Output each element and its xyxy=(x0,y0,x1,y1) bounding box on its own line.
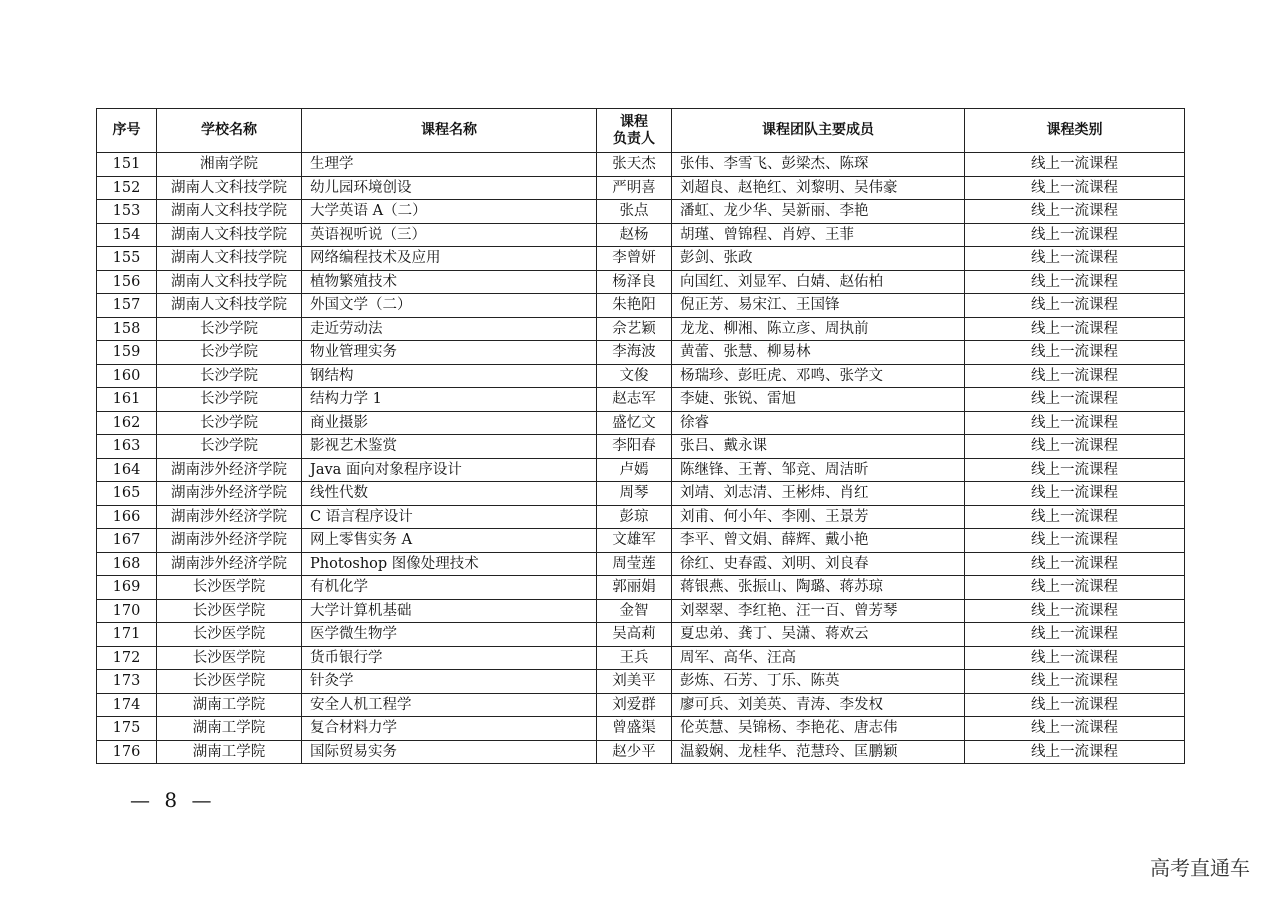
cell-lead: 周琴 xyxy=(597,482,672,506)
header-category: 课程类别 xyxy=(965,109,1185,153)
cell-course: 网络编程技术及应用 xyxy=(302,247,597,271)
cell-category: 线上一流课程 xyxy=(965,693,1185,717)
cell-school: 湖南人文科技学院 xyxy=(157,247,302,271)
cell-category: 线上一流课程 xyxy=(965,317,1185,341)
cell-team: 胡瑾、曾锦程、肖婷、王菲 xyxy=(672,223,965,247)
header-school: 学校名称 xyxy=(157,109,302,153)
cell-course: 货币银行学 xyxy=(302,646,597,670)
cell-school: 湖南人文科技学院 xyxy=(157,270,302,294)
cell-lead: 李海波 xyxy=(597,341,672,365)
cell-school: 长沙学院 xyxy=(157,435,302,459)
cell-team: 廖可兵、刘美英、青涛、李发权 xyxy=(672,693,965,717)
cell-index: 170 xyxy=(97,599,157,623)
table-row xyxy=(97,529,1185,553)
cell-lead: 卢嫣 xyxy=(597,458,672,482)
cell-school: 湖南人文科技学院 xyxy=(157,294,302,318)
cell-team: 杨瑞珍、彭旺虎、邓鸣、张学文 xyxy=(672,364,965,388)
cell-course: 走近劳动法 xyxy=(302,317,597,341)
cell-category: 线上一流课程 xyxy=(965,599,1185,623)
cell-course: 国际贸易实务 xyxy=(302,740,597,764)
cell-index: 165 xyxy=(97,482,157,506)
cell-index: 156 xyxy=(97,270,157,294)
table-row xyxy=(97,317,1185,341)
cell-index: 152 xyxy=(97,176,157,200)
cell-course: 针灸学 xyxy=(302,670,597,694)
cell-school: 湖南涉外经济学院 xyxy=(157,505,302,529)
cell-category: 线上一流课程 xyxy=(965,505,1185,529)
table-row xyxy=(97,576,1185,600)
cell-course: 钢结构 xyxy=(302,364,597,388)
cell-category: 线上一流课程 xyxy=(965,670,1185,694)
cell-index: 168 xyxy=(97,552,157,576)
cell-lead: 严明喜 xyxy=(597,176,672,200)
cell-school: 湖南工学院 xyxy=(157,693,302,717)
cell-course: 大学计算机基础 xyxy=(302,599,597,623)
cell-category: 线上一流课程 xyxy=(965,576,1185,600)
table-row xyxy=(97,505,1185,529)
cell-course: 医学微生物学 xyxy=(302,623,597,647)
cell-course: 复合材料力学 xyxy=(302,717,597,741)
table-row xyxy=(97,693,1185,717)
cell-school: 湖南涉外经济学院 xyxy=(157,458,302,482)
table-row xyxy=(97,482,1185,506)
cell-team: 李平、曾文娟、薛辉、戴小艳 xyxy=(672,529,965,553)
cell-category: 线上一流课程 xyxy=(965,411,1185,435)
table-row xyxy=(97,364,1185,388)
cell-index: 163 xyxy=(97,435,157,459)
table-row xyxy=(97,458,1185,482)
cell-course: 商业摄影 xyxy=(302,411,597,435)
table-row xyxy=(97,388,1185,412)
watermark: 高考直通车 xyxy=(1150,856,1250,880)
cell-index: 167 xyxy=(97,529,157,553)
cell-team: 张吕、戴永课 xyxy=(672,435,965,459)
header-lead-line2: 负责人 xyxy=(613,130,655,147)
cell-index: 174 xyxy=(97,693,157,717)
header-index: 序号 xyxy=(97,109,157,153)
cell-category: 线上一流课程 xyxy=(965,388,1185,412)
table-row xyxy=(97,223,1185,247)
cell-lead: 李阳春 xyxy=(597,435,672,459)
table-row xyxy=(97,740,1185,764)
cell-course: Java 面向对象程序设计 xyxy=(302,458,597,482)
header-team: 课程团队主要成员 xyxy=(672,109,965,153)
cell-index: 153 xyxy=(97,200,157,224)
cell-lead: 张天杰 xyxy=(597,153,672,177)
table-row xyxy=(97,176,1185,200)
table-row xyxy=(97,599,1185,623)
cell-team: 刘翠翠、李红艳、汪一百、曾芳琴 xyxy=(672,599,965,623)
cell-course: 网上零售实务 A xyxy=(302,529,597,553)
cell-team: 徐红、史春霞、刘明、刘良春 xyxy=(672,552,965,576)
cell-category: 线上一流课程 xyxy=(965,153,1185,177)
cell-team: 李婕、张锐、雷旭 xyxy=(672,388,965,412)
cell-index: 159 xyxy=(97,341,157,365)
cell-school: 长沙医学院 xyxy=(157,670,302,694)
cell-lead: 郭丽娟 xyxy=(597,576,672,600)
cell-category: 线上一流课程 xyxy=(965,646,1185,670)
cell-school: 长沙医学院 xyxy=(157,646,302,670)
cell-school: 长沙学院 xyxy=(157,411,302,435)
cell-school: 湖南涉外经济学院 xyxy=(157,552,302,576)
cell-course: 结构力学 1 xyxy=(302,388,597,412)
cell-lead: 王兵 xyxy=(597,646,672,670)
cell-team: 彭炼、石芳、丁乐、陈英 xyxy=(672,670,965,694)
cell-school: 湖南涉外经济学院 xyxy=(157,482,302,506)
cell-lead: 曾盛渠 xyxy=(597,717,672,741)
cell-category: 线上一流课程 xyxy=(965,552,1185,576)
table-row xyxy=(97,646,1185,670)
cell-index: 173 xyxy=(97,670,157,694)
cell-course: 安全人机工程学 xyxy=(302,693,597,717)
cell-team: 向国红、刘显军、白婧、赵佑柏 xyxy=(672,270,965,294)
cell-team: 周军、高华、汪高 xyxy=(672,646,965,670)
table-row xyxy=(97,717,1185,741)
cell-category: 线上一流课程 xyxy=(965,482,1185,506)
page-number: — 8 — xyxy=(130,788,216,812)
cell-index: 164 xyxy=(97,458,157,482)
cell-lead: 吴高莉 xyxy=(597,623,672,647)
cell-team: 蒋银燕、张振山、陶璐、蒋苏琼 xyxy=(672,576,965,600)
cell-category: 线上一流课程 xyxy=(965,435,1185,459)
cell-school: 湖南人文科技学院 xyxy=(157,200,302,224)
cell-category: 线上一流课程 xyxy=(965,247,1185,271)
table-header-row xyxy=(97,109,1185,153)
cell-team: 夏忠弟、龚丁、吴潇、蒋欢云 xyxy=(672,623,965,647)
table-row xyxy=(97,247,1185,271)
cell-school: 湖南人文科技学院 xyxy=(157,223,302,247)
table-body xyxy=(97,153,1185,764)
course-table xyxy=(96,108,1185,764)
cell-course: 外国文学（二） xyxy=(302,294,597,318)
cell-index: 151 xyxy=(97,153,157,177)
cell-lead: 赵杨 xyxy=(597,223,672,247)
cell-index: 161 xyxy=(97,388,157,412)
table-row xyxy=(97,341,1185,365)
cell-team: 刘超良、赵艳红、刘黎明、吴伟豪 xyxy=(672,176,965,200)
cell-index: 166 xyxy=(97,505,157,529)
cell-school: 长沙学院 xyxy=(157,317,302,341)
cell-course: 生理学 xyxy=(302,153,597,177)
cell-category: 线上一流课程 xyxy=(965,223,1185,247)
header-course: 课程名称 xyxy=(302,109,597,153)
cell-category: 线上一流课程 xyxy=(965,341,1185,365)
cell-school: 湖南人文科技学院 xyxy=(157,176,302,200)
cell-category: 线上一流课程 xyxy=(965,529,1185,553)
cell-index: 172 xyxy=(97,646,157,670)
cell-team: 温毅娴、龙桂华、范慧玲、匡鹏颖 xyxy=(672,740,965,764)
cell-team: 陈继锋、王菁、邹竞、周洁昕 xyxy=(672,458,965,482)
cell-lead: 刘美平 xyxy=(597,670,672,694)
cell-school: 长沙学院 xyxy=(157,388,302,412)
cell-category: 线上一流课程 xyxy=(965,458,1185,482)
table-row xyxy=(97,623,1185,647)
cell-team: 彭剑、张政 xyxy=(672,247,965,271)
cell-index: 157 xyxy=(97,294,157,318)
cell-lead: 文雄军 xyxy=(597,529,672,553)
cell-index: 160 xyxy=(97,364,157,388)
cell-course: 物业管理实务 xyxy=(302,341,597,365)
table-row xyxy=(97,435,1185,459)
cell-lead: 刘爱群 xyxy=(597,693,672,717)
cell-lead: 赵志军 xyxy=(597,388,672,412)
cell-school: 湖南工学院 xyxy=(157,717,302,741)
cell-team: 黄蕾、张慧、柳易林 xyxy=(672,341,965,365)
cell-team: 刘甫、何小年、李刚、王景芳 xyxy=(672,505,965,529)
header-lead xyxy=(597,109,672,153)
cell-lead: 李曾妍 xyxy=(597,247,672,271)
table-row xyxy=(97,552,1185,576)
cell-course: Photoshop 图像处理技术 xyxy=(302,552,597,576)
cell-school: 长沙学院 xyxy=(157,341,302,365)
table-row xyxy=(97,294,1185,318)
cell-school: 长沙医学院 xyxy=(157,623,302,647)
cell-team: 徐睿 xyxy=(672,411,965,435)
cell-category: 线上一流课程 xyxy=(965,623,1185,647)
cell-course: 有机化学 xyxy=(302,576,597,600)
cell-index: 154 xyxy=(97,223,157,247)
cell-team: 倪正芳、易宋江、王国锋 xyxy=(672,294,965,318)
table-row xyxy=(97,411,1185,435)
table-row xyxy=(97,670,1185,694)
cell-school: 湖南涉外经济学院 xyxy=(157,529,302,553)
cell-lead: 杨泽良 xyxy=(597,270,672,294)
cell-school: 湖南工学院 xyxy=(157,740,302,764)
cell-lead: 朱艳阳 xyxy=(597,294,672,318)
header-lead-line1: 课程 xyxy=(620,113,648,130)
cell-lead: 赵少平 xyxy=(597,740,672,764)
table-row xyxy=(97,153,1185,177)
cell-school: 长沙医学院 xyxy=(157,576,302,600)
cell-index: 176 xyxy=(97,740,157,764)
cell-team: 刘靖、刘志清、王彬炜、肖红 xyxy=(672,482,965,506)
cell-lead: 佘艺颖 xyxy=(597,317,672,341)
cell-index: 169 xyxy=(97,576,157,600)
cell-index: 175 xyxy=(97,717,157,741)
cell-lead: 彭琼 xyxy=(597,505,672,529)
cell-lead: 文俊 xyxy=(597,364,672,388)
cell-course: 植物繁殖技术 xyxy=(302,270,597,294)
cell-index: 158 xyxy=(97,317,157,341)
cell-course: 影视艺术鉴赏 xyxy=(302,435,597,459)
cell-index: 155 xyxy=(97,247,157,271)
cell-course: C 语言程序设计 xyxy=(302,505,597,529)
cell-school: 湘南学院 xyxy=(157,153,302,177)
cell-course: 幼儿园环境创设 xyxy=(302,176,597,200)
cell-team: 伦英慧、吴锦杨、李艳花、唐志伟 xyxy=(672,717,965,741)
cell-team: 潘虹、龙少华、吴新丽、李艳 xyxy=(672,200,965,224)
table-row xyxy=(97,270,1185,294)
cell-category: 线上一流课程 xyxy=(965,740,1185,764)
cell-lead: 周莹莲 xyxy=(597,552,672,576)
cell-school: 长沙学院 xyxy=(157,364,302,388)
cell-lead: 张点 xyxy=(597,200,672,224)
cell-category: 线上一流课程 xyxy=(965,176,1185,200)
cell-index: 171 xyxy=(97,623,157,647)
cell-lead: 盛忆文 xyxy=(597,411,672,435)
cell-team: 龙龙、柳湘、陈立彦、周执前 xyxy=(672,317,965,341)
cell-school: 长沙医学院 xyxy=(157,599,302,623)
cell-course: 线性代数 xyxy=(302,482,597,506)
table-row xyxy=(97,200,1185,224)
cell-course: 英语视听说（三） xyxy=(302,223,597,247)
cell-category: 线上一流课程 xyxy=(965,294,1185,318)
cell-index: 162 xyxy=(97,411,157,435)
cell-team: 张伟、李雪飞、彭梁杰、陈琛 xyxy=(672,153,965,177)
cell-course: 大学英语 A（二） xyxy=(302,200,597,224)
cell-category: 线上一流课程 xyxy=(965,270,1185,294)
cell-category: 线上一流课程 xyxy=(965,200,1185,224)
cell-category: 线上一流课程 xyxy=(965,364,1185,388)
cell-lead: 金智 xyxy=(597,599,672,623)
cell-category: 线上一流课程 xyxy=(965,717,1185,741)
